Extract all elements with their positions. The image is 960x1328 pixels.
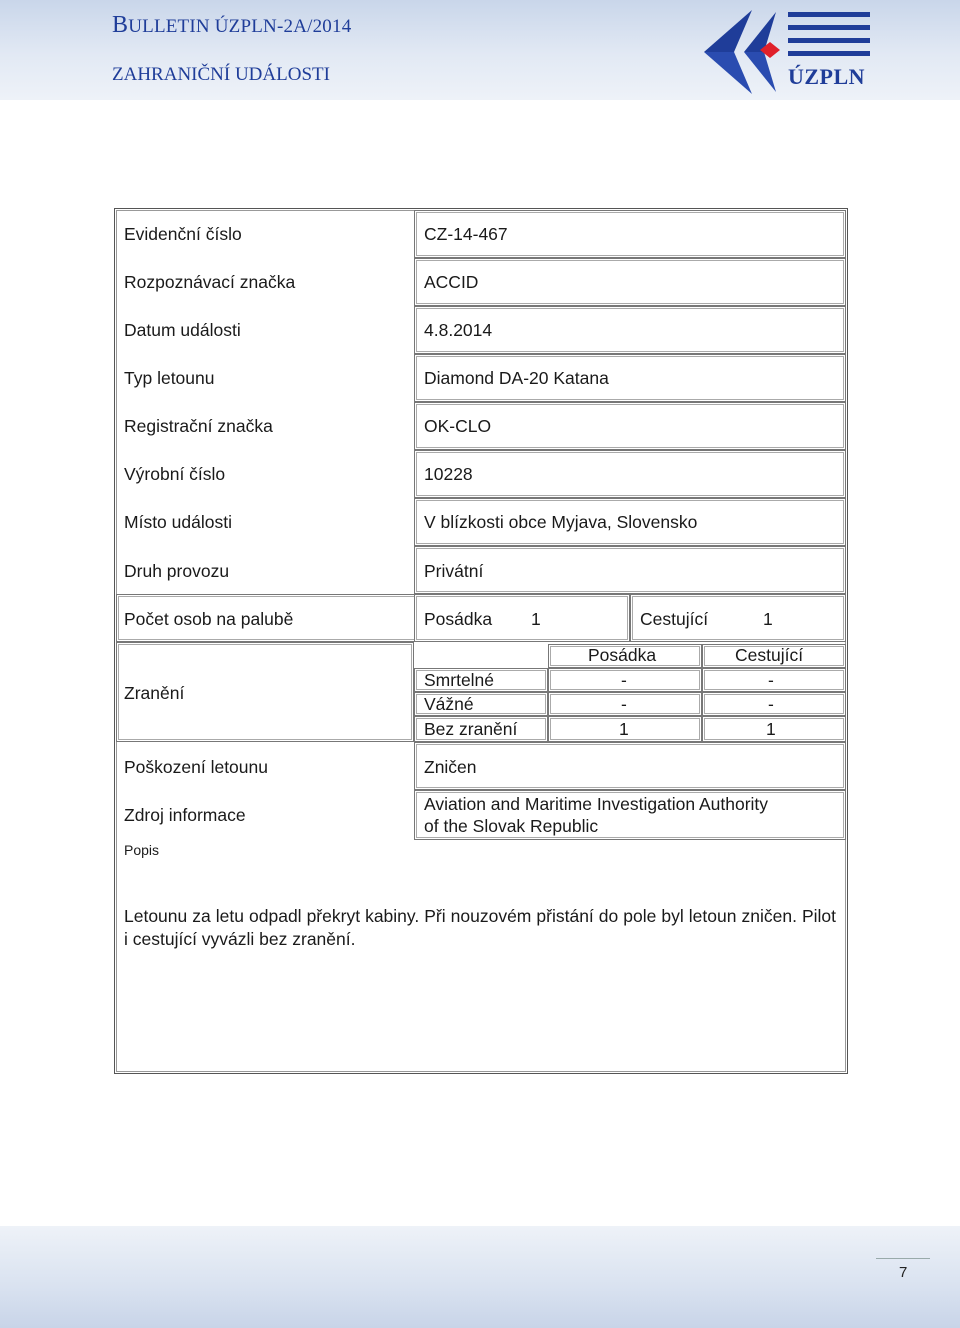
injury-row-name: Vážné: [424, 694, 474, 714]
popis-text: Letounu za letu odpadl překryt kabiny. Při nouzovém přistání do pole byl letoun zničen. Pilot i cestující vyvázli bez zranění.: [124, 906, 836, 949]
popis-label: Popis: [124, 842, 160, 858]
misto-udalosti-label: Místo události: [124, 512, 232, 532]
bulletin-title: [112, 12, 351, 39]
rozpoznavaci-znacka-label: Rozpoznávací značka: [124, 272, 296, 292]
registracni-znacka-label: Registrační značka: [124, 416, 273, 436]
zdroj-informace-label: Zdroj informace: [124, 805, 246, 825]
uzpln-logo-text: ÚZPLN: [788, 64, 866, 89]
page-number: 7: [899, 1264, 908, 1281]
zdroj-informace-value-line1: Aviation and Maritime Investigation Authority: [424, 794, 769, 814]
typ-letounu-value: Diamond DA-20 Katana: [424, 368, 609, 388]
injury-row-pax-cell: [702, 668, 846, 692]
injury-col-crew: Posádka: [588, 645, 657, 665]
page-footer: [0, 1226, 960, 1328]
injury-row-crew: -: [621, 694, 627, 714]
injury-row-pax: 1: [766, 719, 776, 739]
datum-udalosti-label: Datum události: [124, 320, 241, 340]
injury-row-crew: 1: [619, 719, 629, 739]
injury-row-crew: -: [621, 670, 627, 690]
bulletin-title-initial: B: [112, 12, 129, 38]
bulletin-title-rest: ULLETIN ÚZPLN-2A/2014: [128, 16, 352, 37]
misto-udalosti-value: V blízkosti obce Myjava, Slovensko: [424, 512, 698, 532]
evidencni-cislo-label: Evidenční číslo: [124, 224, 242, 244]
zdroj-informace-value-line2: of the Slovak Republic: [424, 816, 599, 836]
datum-udalosti-value: 4.8.2014: [424, 320, 493, 340]
druh-provozu-value: Privátní: [424, 561, 484, 581]
poskozeni-cell: [414, 742, 846, 790]
zraneni-label: Zranění: [124, 683, 185, 703]
vyrobni-cislo-cell: [414, 450, 846, 498]
page-header: [0, 0, 960, 100]
druh-provozu-label: Druh provozu: [124, 561, 230, 581]
cestujici-value: 1: [763, 609, 773, 629]
injury-row-name: Smrtelné: [424, 670, 495, 690]
injury-row-pax: -: [768, 670, 774, 690]
injury-row-pax-cell: [702, 692, 846, 716]
injury-col-pax: Cestující: [735, 645, 804, 665]
posadka-label: Posádka: [424, 609, 493, 629]
registracni-znacka-value: OK-CLO: [424, 416, 492, 436]
pocet-osob-label: Počet osob na palubě: [124, 609, 294, 629]
rozpoznavaci-znacka-cell: [414, 258, 846, 306]
rozpoznavaci-znacka-value: ACCID: [424, 272, 479, 292]
vyrobni-cislo-value: 10228: [424, 464, 473, 484]
typ-letounu-label: Typ letounu: [124, 368, 215, 388]
injury-row-pax: -: [768, 694, 774, 714]
cestujici-label: Cestující: [640, 609, 709, 629]
vyrobni-cislo-label: Výrobní číslo: [124, 464, 226, 484]
injury-row-name: Bez zranění: [424, 719, 518, 739]
poskozeni-value: Zničen: [424, 757, 477, 777]
poskozeni-label: Poškození letounu: [124, 757, 268, 777]
section-title: ZAHRANIČNÍ UDÁLOSTI: [112, 64, 330, 85]
posadka-value: 1: [531, 609, 541, 629]
evidencni-cislo-value: CZ-14-467: [424, 224, 508, 244]
